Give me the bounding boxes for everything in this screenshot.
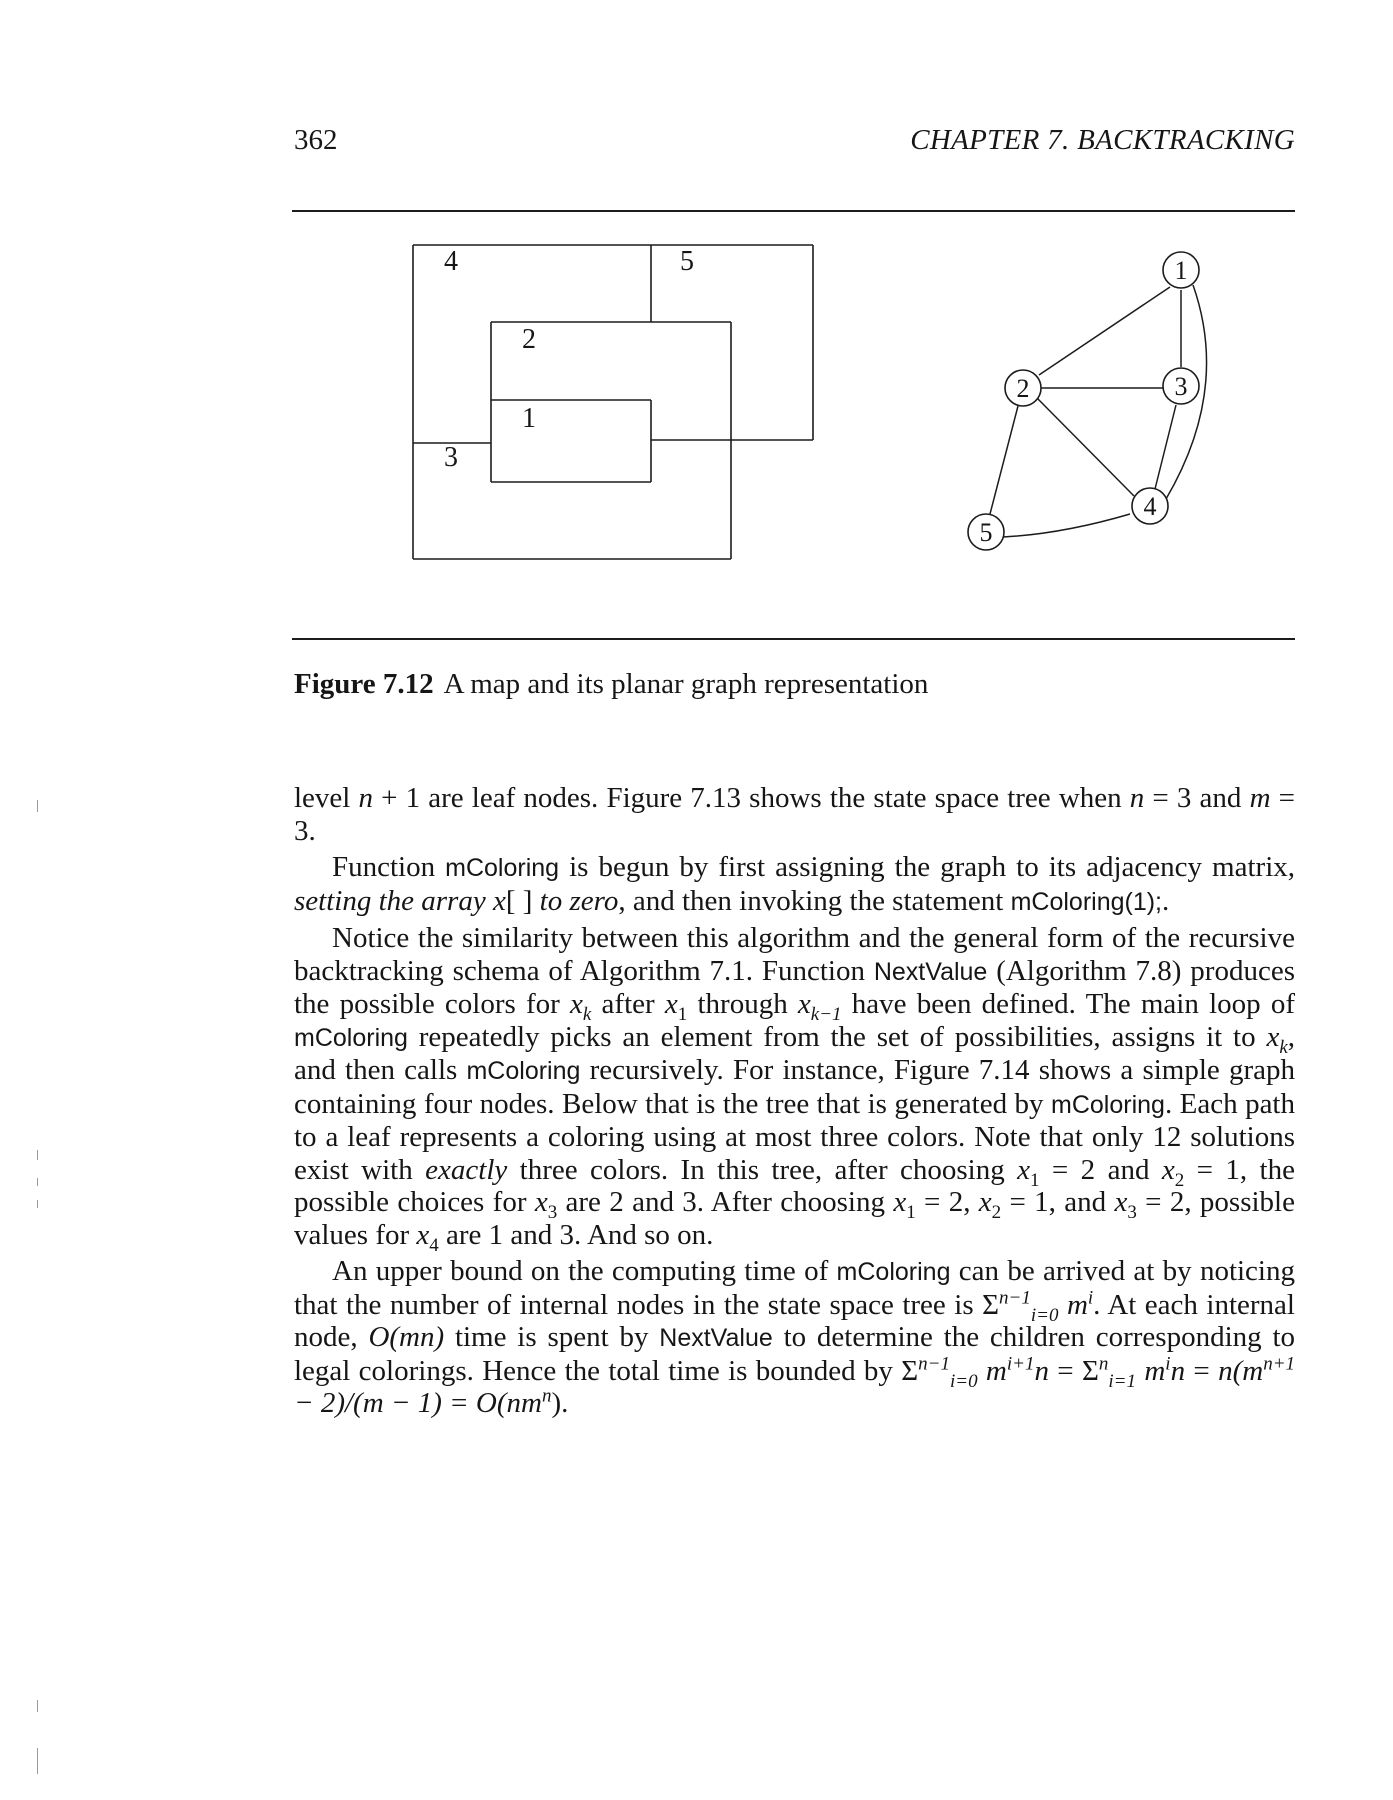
map-diagram [413, 245, 813, 559]
figure-7-12 [0, 0, 1393, 720]
graph-node-4-label: 4 [1143, 492, 1157, 521]
graph-node-5-label: 5 [979, 518, 993, 547]
map-label-1: 1 [522, 403, 536, 434]
graph-edge-2-4 [1037, 398, 1134, 496]
graph-node-3-label: 3 [1174, 372, 1188, 401]
paragraph-2: Function mColoring is begun by first assigning the graph to its adjacency matrix, setting the array x[ ] to zero, and then invoking the statement mColoring(1);. [294, 851, 1296, 917]
margin-mark [37, 1700, 38, 1712]
caption-text: A map and its planar graph representation [443, 668, 929, 700]
figure-bottom-rule [292, 638, 1295, 640]
margin-mark [37, 1748, 38, 1774]
map-label-5: 5 [680, 246, 694, 277]
planar-graph [990, 285, 1207, 537]
graph-edge-3-4 [1155, 405, 1176, 489]
page-number: 362 [294, 124, 338, 156]
paragraph-3: Notice the similarity between this algorithm and the general form of the recursive backtracking schema of Algorithm 7.1. Function NextValue (Algorithm 7.8) produces the possible colors for $x_k$ after $x_1$ through $x_{k-1}$ have been defined. The main loop of mColoring repeatedly picks an element from the set of possibilities, assigns it to $x_k$, and then calls mColoring recursively. For instance, Figure 7.14 shows a simple graph containing four nodes. Below that is the tree that is generated by mColoring. Each path to a leaf represents a coloring using at most three colors. Note that only 12 solutions exist with exactly three colors. In this tree, after choosing $x_1 = 2$ and $x_2 = 1$, the possible choices for $x_3$ are 2 and 3. After choosing $x_1 = 2$, $x_2 = 1$, and $x_3 = 2$, possible values for $x_4$ are 1 and 3. And so on. [294, 922, 1295, 1256]
graph-node-1-label: 1 [1174, 256, 1188, 285]
figure-caption [294, 668, 928, 701]
margin-mark [37, 1150, 38, 1160]
map-label-4: 4 [444, 246, 458, 277]
map-label-2: 2 [522, 324, 536, 355]
paragraph-4: An upper bound on the computing time of mColoring can be arrived at by noticing that the number of internal nodes in the state space tree is $\Sigma^{n-1}_{i=0}$ $m^i$. At each internal node, O(mn) time is spent by NextValue to determine the children corresponding to legal colorings. Hence the total time is bounded by $\Sigma^{n-1}_{i=0}$ $m^{i+1}n = \Sigma^n_{i=1}$ $m^in = n(m^{n+1} - 2)/(m - 1) = O(nm^n)$. [294, 1255, 1296, 1419]
body-text [294, 782, 1295, 1424]
margin-mark [37, 1178, 38, 1186]
chapter-title: CHAPTER 7. BACKTRACKING [910, 124, 1295, 156]
graph-node-2-label: 2 [1016, 374, 1030, 403]
map-label-3: 3 [444, 442, 458, 473]
caption-label: Figure 7.12 [294, 668, 434, 700]
graph-edge-1-2 [1039, 287, 1170, 375]
margin-mark [37, 800, 38, 812]
margin-mark [37, 1200, 38, 1208]
graph-edge-2-5 [990, 406, 1018, 514]
paragraph-1: level n + 1 are leaf nodes. Figure 7.13 shows the state space tree when n = 3 and m = 3. [294, 782, 1296, 847]
graph-edge-4-5 [1003, 514, 1130, 537]
